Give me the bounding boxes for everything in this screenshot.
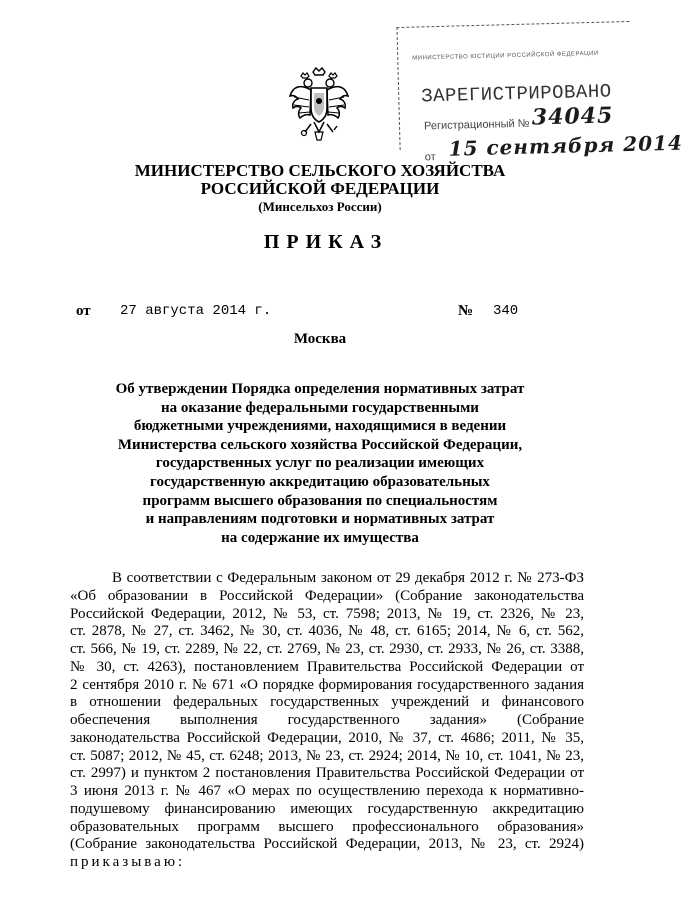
body-line: образовательных программ высшего профессионального образования» — [70, 818, 584, 835]
document-body — [70, 570, 584, 872]
title-line: на содержание их имущества — [221, 529, 419, 546]
title-line: Об утверждении Порядка определения нормативных затрат — [115, 381, 525, 397]
date-label: от — [76, 303, 91, 319]
body-line: Российской Федерации, 2012, № 53, ст. 7598; 2013, № 19, ст. 2326, № 23, — [70, 605, 584, 622]
body-line: № 30, ст. 4263), постановлением Правительства Российской Федерации от — [70, 658, 584, 675]
title-line: Министерства сельского хозяйства Российской Федерации, — [117, 436, 523, 453]
title-line: и направлениям подготовки и нормативных затрат — [145, 511, 495, 528]
body-line: подушевому финансированию имеющих государственную аккредитацию — [70, 800, 584, 817]
title-line: бюджетными учреждениями, находящимися в ведении — [133, 418, 507, 435]
stamp-date-label: от — [424, 151, 436, 164]
body-line: законодательства Российской Федерации, 2010, № 37, ст. 4686; 2011, № 35, — [70, 729, 584, 746]
title-line: государственных услуг по реализации имеющих — [155, 455, 485, 472]
registration-stamp — [396, 21, 683, 164]
stamp-organization: МИНИСТЕРСТВО ЮСТИЦИИ РОССИЙСКОЙ ФЕДЕРАЦИИ — [412, 50, 599, 62]
ministry-name-line2: РОССИЙСКОЙ ФЕДЕРАЦИИ — [200, 179, 440, 198]
body-line: приказываю: — [70, 854, 186, 870]
body-line: 3 июня 2013 г. № 467 «О мерах по осуществлению перехода к нормативно- — [70, 783, 584, 799]
stamp-registration-date: 15 сентября 2014 — [448, 130, 683, 161]
stamp-title: ЗАРЕГИСТРИРОВАНО — [420, 80, 612, 108]
title-line: государственную аккредитацию образовательных — [150, 473, 490, 490]
body-line: обеспечения выполнения государственного задания» (Собрание — [70, 712, 584, 728]
document-number: 340 — [493, 303, 519, 319]
body-line: (Собрание законодательства Российской Федерации, 2013, № 23, ст. 2924) — [70, 836, 584, 853]
ministry-name-line1: МИНИСТЕРСТВО СЕЛЬСКОГО ХОЗЯЙСТВА — [134, 161, 506, 180]
title-line: программ высшего образования по специальностям — [142, 492, 498, 509]
city: Москва — [293, 331, 347, 347]
document-date: 27 августа 2014 г. — [120, 303, 272, 319]
body-line: в отношении федеральных государственных учреждений и финансового — [70, 694, 584, 711]
body-line: ст. 5087; 2012, № 45, ст. 6248; 2013, № 23, ст. 2924; 2014, № 10, ст. 1041, № 23, — [70, 747, 584, 764]
body-line: «Об образовании в Российской Федерации» (Собрание законодательства — [70, 587, 584, 604]
body-line: ст. 566, № 19, ст. 2289, № 22, ст. 2769, № 23, ст. 2930, ст. 2933, № 26, ст. 3388, — [70, 641, 584, 657]
document-title — [60, 380, 580, 547]
number-label: № — [458, 303, 474, 319]
body-line: ст. 2997) и пунктом 2 постановления Правительства Российской Федерации от — [70, 765, 584, 782]
document-type-title: ПРИКАЗ — [263, 231, 389, 253]
ministry-abbreviation: (Минсельхоз России) — [258, 199, 382, 214]
stamp-registration-number: 34045 — [531, 102, 614, 131]
body-line: В соответствии с Федеральным законом от 29 декабря 2012 г. № 273-ФЗ — [112, 570, 584, 586]
body-line: ст. 2878, № 27, ст. 3462, № 30, ст. 4036, № 48, ст. 6165; 2014, № 6, ст. 562, — [70, 623, 584, 640]
title-line: на оказание федеральными государственными — [161, 399, 479, 416]
coat-of-arms-emblem — [287, 66, 351, 146]
stamp-number-label: Регистрационный № — [423, 117, 530, 133]
body-line: 2 сентября 2010 г. № 671 «О порядке формирования государственного задания — [70, 676, 584, 693]
